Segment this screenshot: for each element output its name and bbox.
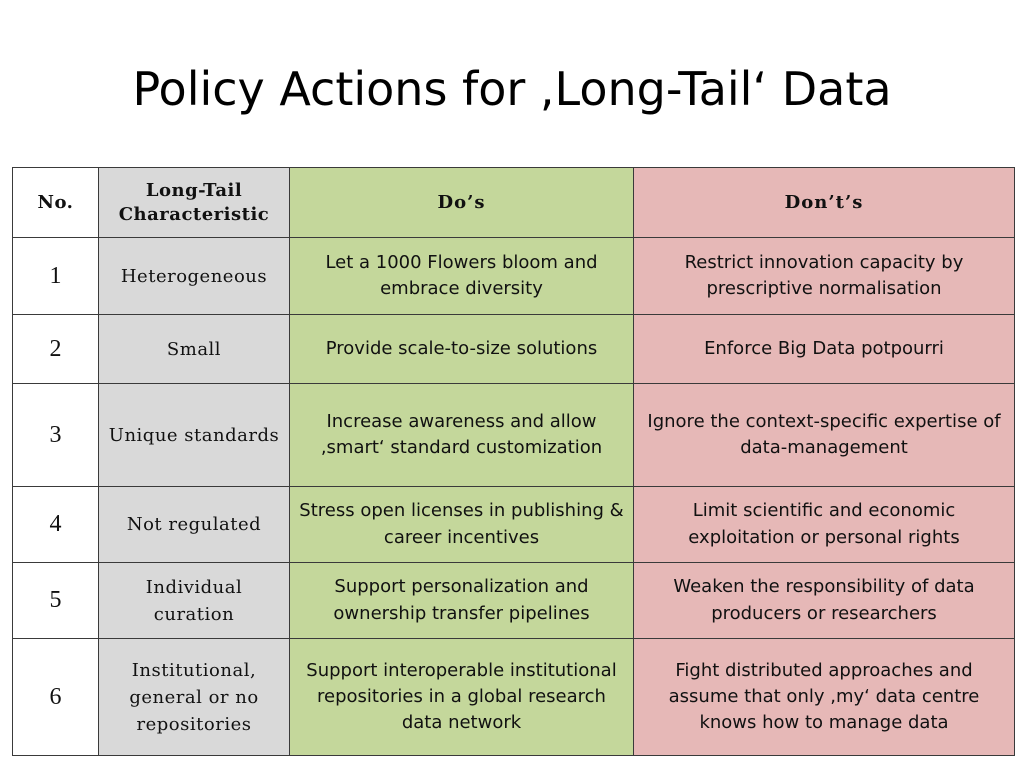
characteristic-cell: Heterogeneous bbox=[99, 238, 290, 315]
row-number: 3 bbox=[13, 384, 99, 487]
header-no: No. bbox=[13, 168, 99, 238]
characteristic-cell: Individual curation bbox=[99, 563, 290, 639]
characteristic-cell: Small bbox=[99, 315, 290, 384]
row-number: 6 bbox=[13, 639, 99, 756]
row-number: 2 bbox=[13, 315, 99, 384]
row-number: 1 bbox=[13, 238, 99, 315]
policy-actions-table bbox=[12, 167, 1015, 756]
row-number: 4 bbox=[13, 487, 99, 563]
table-row bbox=[13, 384, 1015, 487]
table-row bbox=[13, 238, 1015, 315]
do-cell: Provide scale-to-size solutions bbox=[290, 315, 634, 384]
dont-cell: Enforce Big Data potpourri bbox=[634, 315, 1015, 384]
do-cell: Support personalization and ownership transfer pipelines bbox=[290, 563, 634, 639]
dont-cell: Fight distributed approaches and assume that only ,my‘ data centre knows how to manage data bbox=[634, 639, 1015, 756]
do-cell: Support interoperable institutional repositories in a global research data network bbox=[290, 639, 634, 756]
table-row bbox=[13, 487, 1015, 563]
table-row bbox=[13, 563, 1015, 639]
header-donts: Don’t’s bbox=[634, 168, 1015, 238]
header-characteristic: Long-Tail Characteristic bbox=[99, 168, 290, 238]
dont-cell: Restrict innovation capacity by prescriptive normalisation bbox=[634, 238, 1015, 315]
table-header-row bbox=[13, 168, 1015, 238]
table-row bbox=[13, 315, 1015, 384]
row-number: 5 bbox=[13, 563, 99, 639]
table-row bbox=[13, 639, 1015, 756]
characteristic-cell: Not regulated bbox=[99, 487, 290, 563]
header-dos: Do’s bbox=[290, 168, 634, 238]
slide-title: Policy Actions for ,Long-Tail‘ Data bbox=[132, 62, 892, 116]
dont-cell: Ignore the context-specific expertise of data-management bbox=[634, 384, 1015, 487]
do-cell: Stress open licenses in publishing & career incentives bbox=[290, 487, 634, 563]
dont-cell: Limit scientific and economic exploitation or personal rights bbox=[634, 487, 1015, 563]
characteristic-cell: Unique standards bbox=[99, 384, 290, 487]
do-cell: Let a 1000 Flowers bloom and embrace diversity bbox=[290, 238, 634, 315]
characteristic-cell: Institutional, general or no repositories bbox=[99, 639, 290, 756]
do-cell: Increase awareness and allow ,smart‘ standard customization bbox=[290, 384, 634, 487]
dont-cell: Weaken the responsibility of data producers or researchers bbox=[634, 563, 1015, 639]
